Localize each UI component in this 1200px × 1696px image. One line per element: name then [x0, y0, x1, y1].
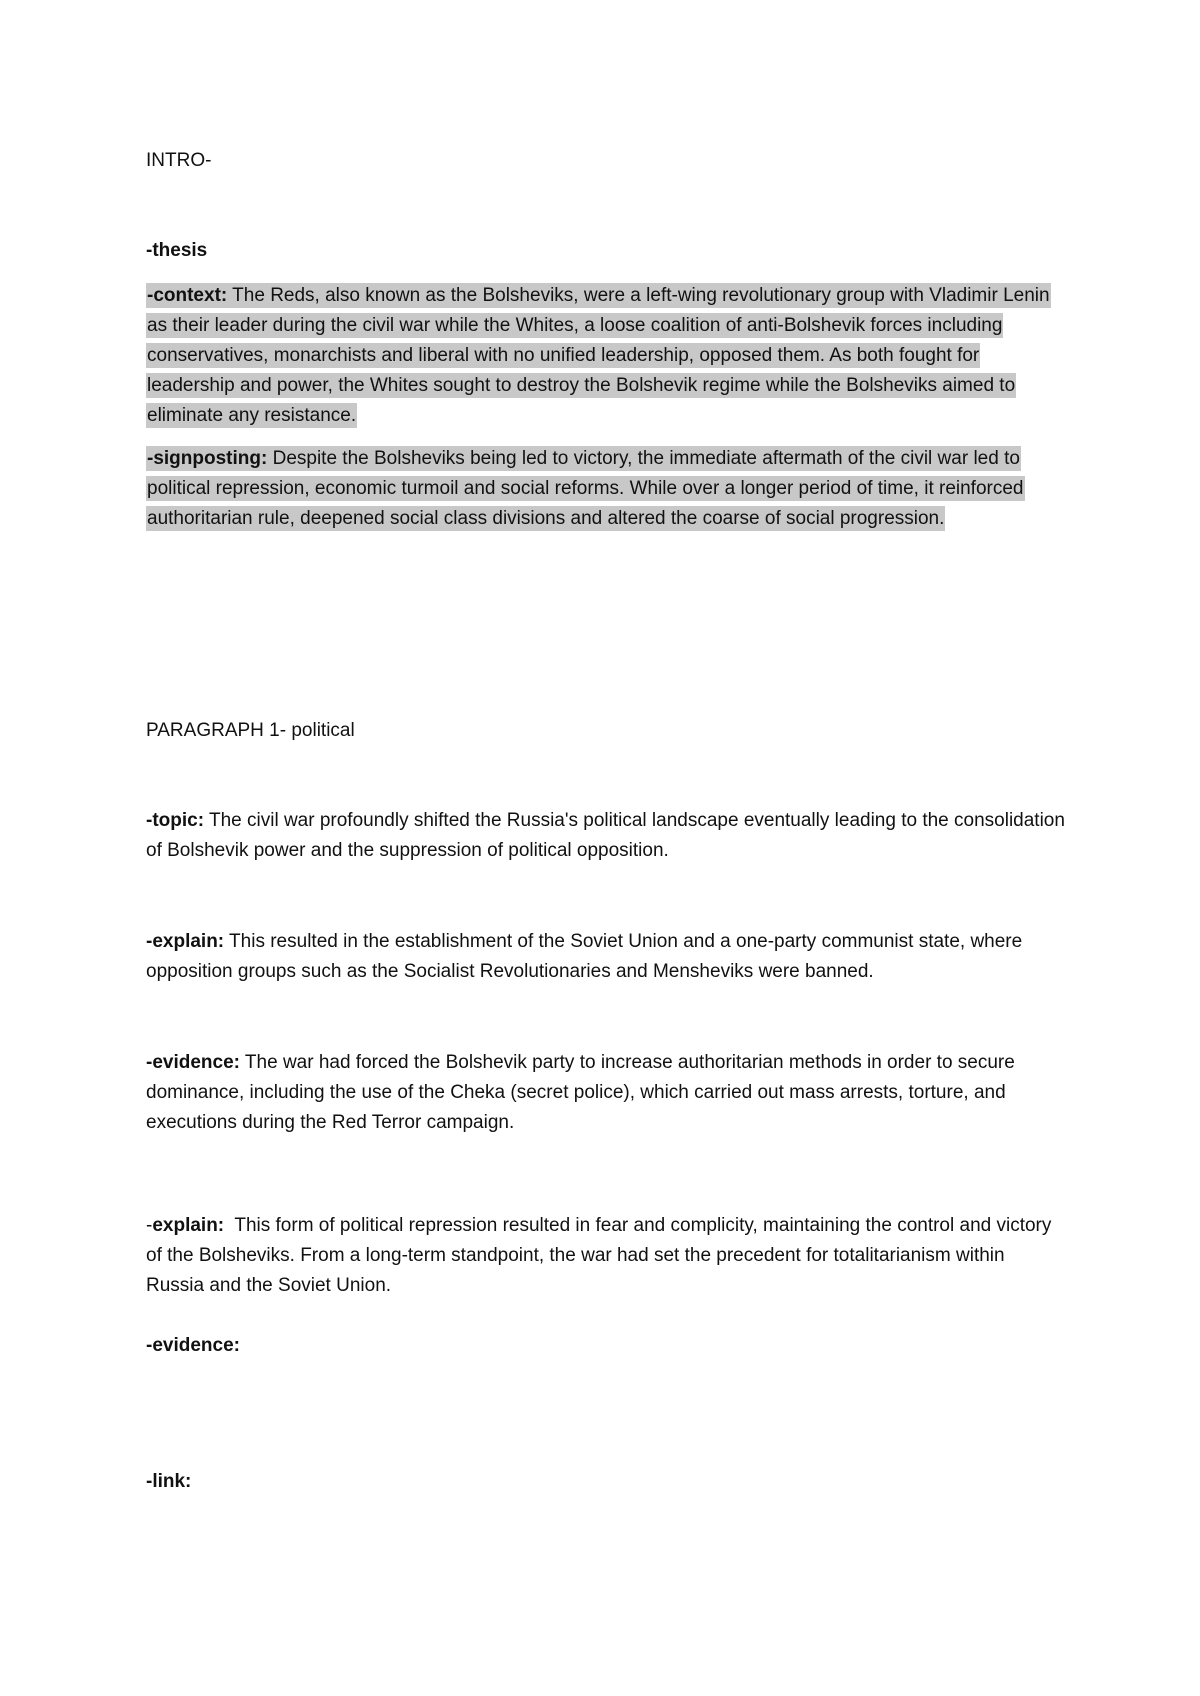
explain1-text: This resulted in the establishment of the Soviet Union and a one-party communist state, where opposition groups such as the Socialist Revolutionaries and Mensheviks were banned.	[146, 931, 1023, 982]
signposting-highlight	[146, 446, 1025, 531]
link-label: -link:	[146, 1471, 192, 1492]
evidence2-line	[146, 1331, 1066, 1361]
link-line	[146, 1467, 1066, 1497]
context-highlight	[146, 283, 1051, 428]
signposting-label: -signposting:	[147, 448, 268, 469]
topic-paragraph	[146, 806, 1066, 866]
explain2-text: This form of political repression resulted in fear and complicity, maintaining the control and victory of the Bolsheviks. From a long-term standpoint, the war had set the precedent for totalitarianism within Russia and the Soviet Union.	[146, 1215, 1057, 1296]
explain2-prefix: -	[146, 1215, 153, 1236]
explain1-label: -explain:	[146, 931, 225, 952]
thesis-line	[146, 236, 1066, 266]
topic-label: -topic:	[146, 810, 205, 831]
topic-text: The civil war profoundly shifted the Russia's political landscape eventually leading to the consolidation of Bolshevik power and the suppression of political opposition.	[146, 810, 1065, 861]
context-paragraph	[146, 281, 1066, 431]
evidence1-text: The war had forced the Bolshevik party to increase authoritarian methods in order to secure dominance, including the use of the Cheka (secret police), which carried out mass arrests, torture, and executions during the Red Terror campaign.	[146, 1052, 1015, 1133]
thesis-label: -thesis	[146, 240, 208, 261]
explain2-paragraph	[146, 1211, 1066, 1301]
signposting-text: Despite the Bolsheviks being led to victory, the immediate aftermath of the civil war led to political repression, economic turmoil and social reforms. While over a longer period of time, it reinforced authoritarian rule, deepened social class divisions and altered the coarse of social progression.	[147, 448, 1024, 529]
evidence1-label: -evidence:	[146, 1052, 240, 1073]
evidence1-paragraph	[146, 1048, 1066, 1138]
evidence2-label: -evidence:	[146, 1335, 240, 1356]
context-text: The Reds, also known as the Bolsheviks, were a left-wing revolutionary group with Vladimir Lenin as their leader during the civil war while the Whites, a loose coalition of anti-Bolshevik forces including conservatives, monarchists and liberal with no unified leadership, opposed them. As both fought for leadership and power, the Whites sought to destroy the Bolshevik regime while the Bolsheviks aimed to eliminate any resistance.	[147, 285, 1050, 426]
context-label: -context:	[147, 285, 228, 306]
intro-heading: INTRO-	[146, 150, 212, 171]
paragraph1-heading: PARAGRAPH 1- political	[146, 720, 355, 741]
signposting-paragraph	[146, 444, 1066, 534]
explain2-label: explain:	[152, 1215, 225, 1236]
explain1-paragraph	[146, 927, 1066, 987]
